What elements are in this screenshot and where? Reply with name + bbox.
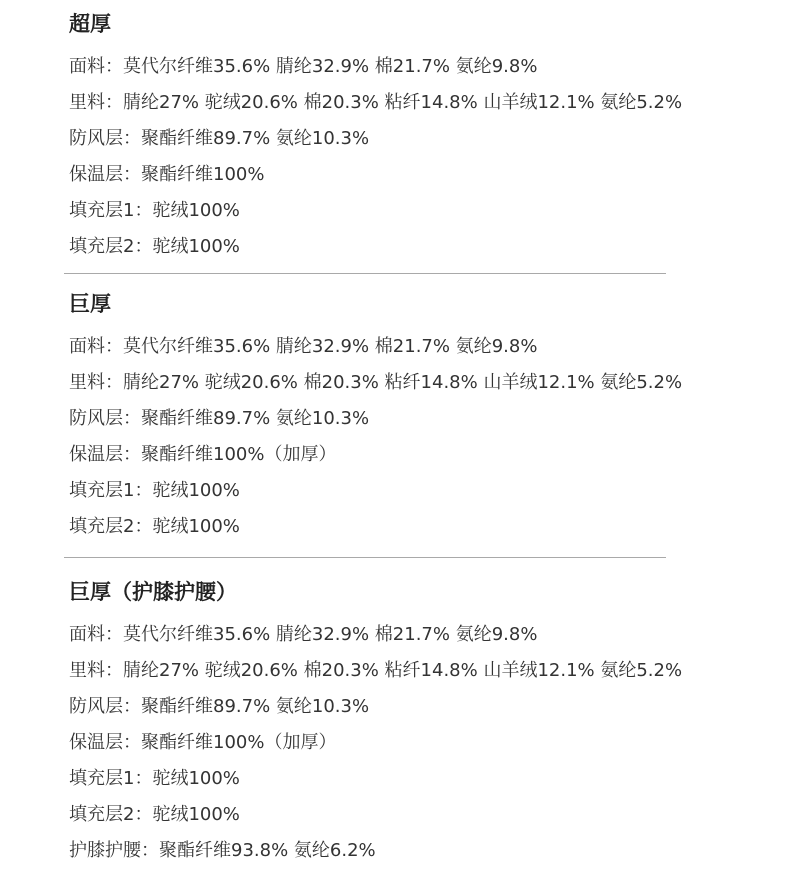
- section-title: 超厚: [69, 12, 111, 36]
- spec-line-filling-1: 填充层1：驼绒100%: [69, 768, 240, 789]
- section-divider: [64, 557, 666, 558]
- spec-line-filling-2: 填充层2：驼绒100%: [69, 804, 240, 825]
- spec-line-windproof: 防风层：聚酯纤维89.7% 氨纶10.3%: [69, 696, 370, 717]
- spec-line-filling-2: 填充层2：驼绒100%: [69, 236, 240, 257]
- section-divider: [64, 273, 666, 274]
- section-title: 巨厚: [69, 292, 111, 316]
- spec-line-insulation: 保温层：聚酯纤维100%（加厚）: [69, 444, 337, 465]
- spec-line-filling-2: 填充层2：驼绒100%: [69, 516, 240, 537]
- spec-line-fabric: 面料：莫代尔纤维35.6% 腈纶32.9% 棉21.7% 氨纶9.8%: [69, 336, 538, 357]
- spec-line-fabric: 面料：莫代尔纤维35.6% 腈纶32.9% 棉21.7% 氨纶9.8%: [69, 56, 538, 77]
- spec-line-filling-1: 填充层1：驼绒100%: [69, 480, 240, 501]
- spec-line-lining: 里料：腈纶27% 驼绒20.6% 棉20.3% 粘纤14.8% 山羊绒12.1% 氨纶5.2%: [69, 660, 683, 681]
- spec-line-filling-1: 填充层1：驼绒100%: [69, 200, 240, 221]
- spec-line-windproof: 防风层：聚酯纤维89.7% 氨纶10.3%: [69, 408, 370, 429]
- spec-line-windproof: 防风层：聚酯纤维89.7% 氨纶10.3%: [69, 128, 370, 149]
- spec-line-knee-waist-guard: 护膝护腰：聚酯纤维93.8% 氨纶6.2%: [69, 840, 376, 861]
- spec-line-fabric: 面料：莫代尔纤维35.6% 腈纶32.9% 棉21.7% 氨纶9.8%: [69, 624, 538, 645]
- spec-line-lining: 里料：腈纶27% 驼绒20.6% 棉20.3% 粘纤14.8% 山羊绒12.1% 氨纶5.2%: [69, 92, 683, 113]
- section-title: 巨厚（护膝护腰）: [69, 580, 237, 604]
- spec-line-insulation: 保温层：聚酯纤维100%: [69, 164, 265, 185]
- spec-line-lining: 里料：腈纶27% 驼绒20.6% 棉20.3% 粘纤14.8% 山羊绒12.1% 氨纶5.2%: [69, 372, 683, 393]
- spec-line-insulation: 保温层：聚酯纤维100%（加厚）: [69, 732, 337, 753]
